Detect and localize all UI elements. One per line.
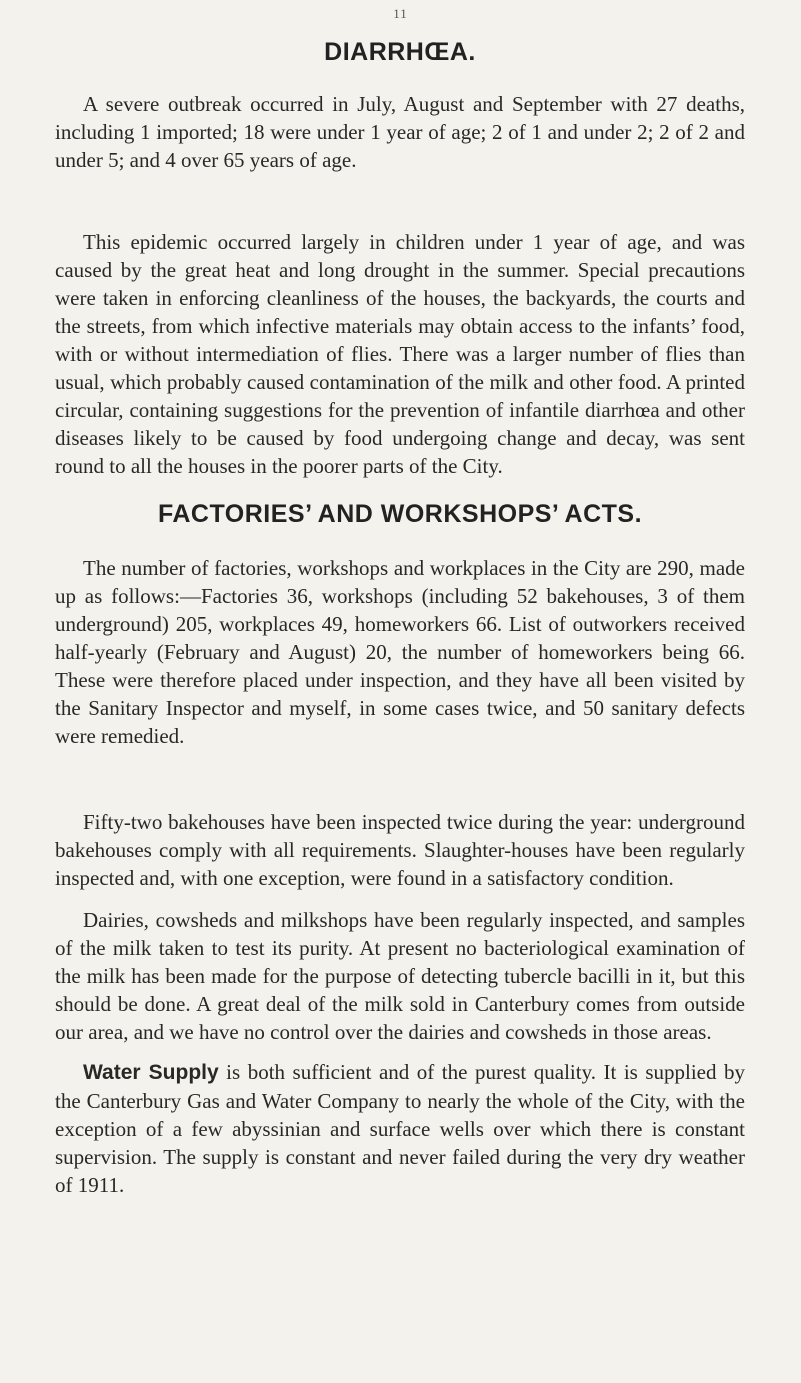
factories-paragraph-counts: The number of factories, workshops and workplaces in the City are 290, made up as follows:—Factories 36, workshops (including 52 bakehouses, 3 of them underground) 205, workplaces 49, homeworkers 66. List of outworkers received half-yearly (February and August) 20, the number of homeworkers being 66. These were therefore placed under inspection, and they have all been visited by the Sanitary Inspector and myself, in some cases twice, and 50 sanitary defects were remedied. [55, 556, 745, 748]
water-supply-text: is both sufficient and of the purest quality. It is supplied by the Canterbury Gas and Water Company to nearly the whole of the City, with the exception of a few abyssinian and surface wells over which there is constant supervision. The supply is constant and never failed during the very dry weather of 1911. [55, 1060, 746, 1197]
diarrhoea-paragraph-outbreak: A severe outbreak occurred in July, August and September with 27 deaths, including 1 imported; 18 were under 1 year of age; 2 of 1 and under 2; 2 of 2 and under 5; and 4 over 65 years of age. [55, 92, 745, 172]
factories-paragraph-bakehouses: Fifty-two bakehouses have been inspected twice during the year: underground bakehouses comply with all requirements. Slaughter-houses have been regularly inspected and, with one exception, were found in a satisfactory condition. [55, 810, 745, 890]
factories-heading: FACTORIES’ AND WORKSHOPS’ ACTS. [157, 500, 643, 528]
factories-paragraph-dairies: Dairies, cowsheds and milkshops have been regularly inspected, and samples of the milk taken to test its purity. At present no bacteriological examination of the milk has been made for the purpose of detecting tubercle bacilli in it, but this should be done. A great deal of the milk sold in Canterbury comes from outside our area, and we have no control over the dairies and cowsheds in those areas. [55, 908, 745, 1044]
diarrhoea-heading: DIARRHŒA. [324, 38, 476, 66]
page-number: 11 [393, 6, 408, 21]
water-supply-paragraph [55, 1058, 745, 1199]
water-supply-lead-in: Water Supply [83, 1061, 219, 1084]
diarrhoea-paragraph-epidemic: This epidemic occurred largely in children under 1 year of age, and was caused by the great heat and long drought in the summer. Special precautions were taken in enforcing cleanliness of the houses, the backyards, the courts and the streets, from which infective materials may obtain access to the infants’ food, with or without intermediation of flies. There was a larger number of flies than usual, which probably caused contamination of the milk and other food. A printed circular, containing suggestions for the prevention of infantile diarrhœa and other diseases likely to be caused by food undergoing change and decay, was sent round to all the houses in the poorer parts of the City. [55, 230, 745, 478]
